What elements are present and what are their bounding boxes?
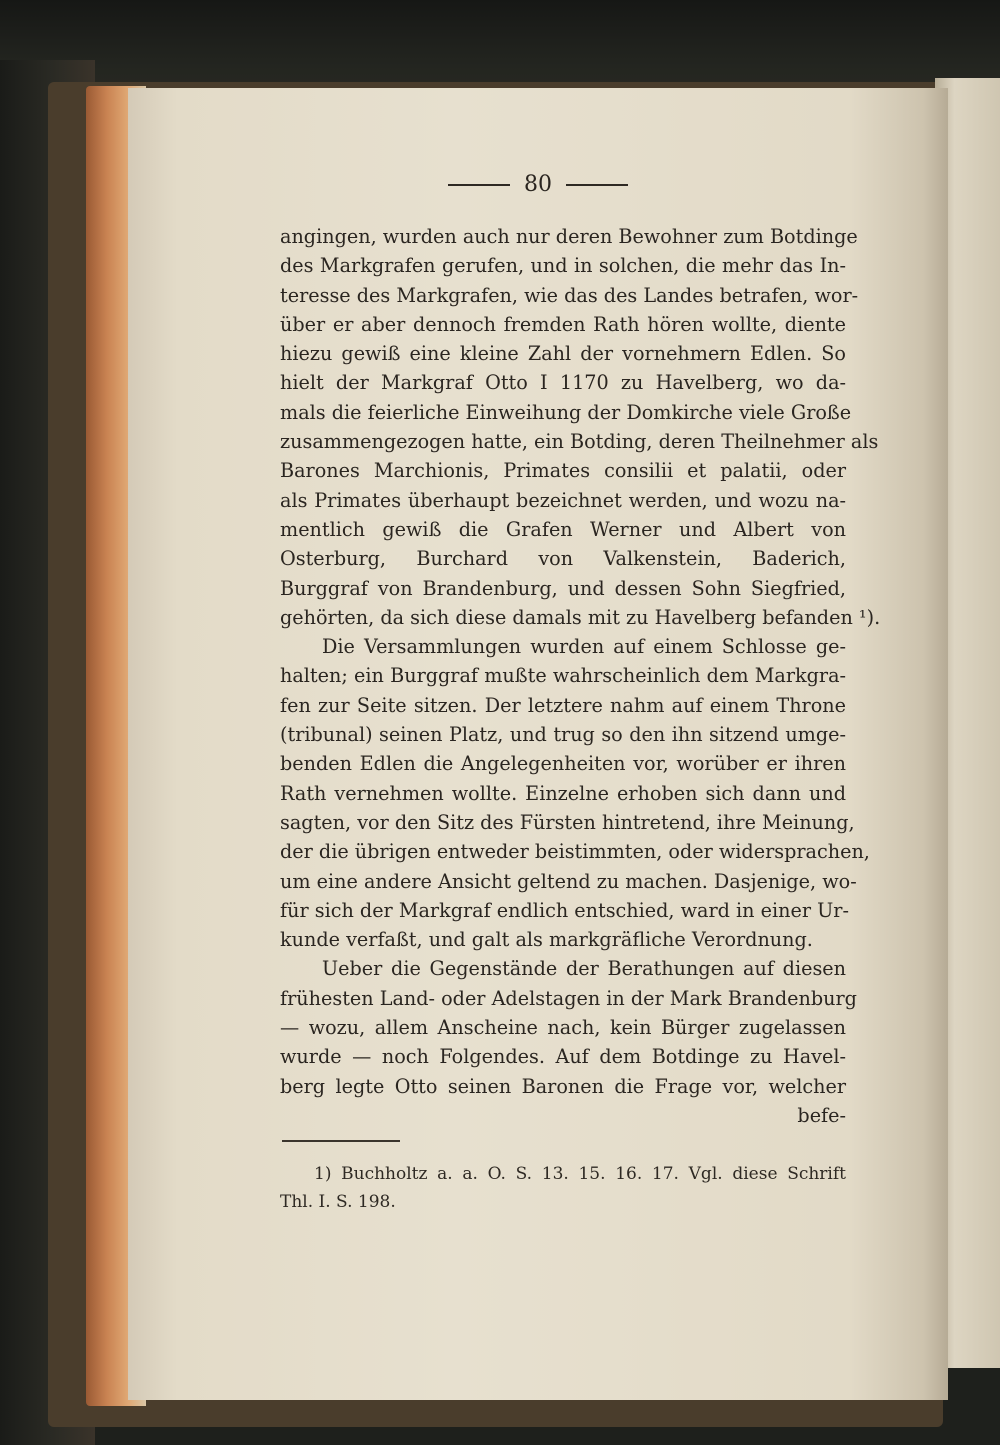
- body-text: [280, 222, 881, 1130]
- page-number: 80: [524, 172, 552, 197]
- header-rule-left: [448, 184, 510, 186]
- text-line: mentlich gewiß die Grafen Werner und Albert von: [280, 517, 846, 541]
- text-line: teresse des Markgrafen, wie das des Landes betrafen, wor-: [280, 283, 859, 307]
- text-line: frühesten Land- oder Adelstagen in der Mark Brandenburg: [280, 986, 857, 1010]
- text-line: benden Edlen die Angelegenheiten vor, worüber er ihren: [280, 752, 846, 776]
- text-line: gehörten, da sich diese damals mit zu Havelberg befanden ¹).: [280, 605, 881, 629]
- text-line: Barones Marchionis, Primates consilii et palatii, oder: [280, 459, 846, 483]
- text-line: Osterburg, Burchard von Valkenstein, Baderich,: [280, 547, 846, 571]
- text-line: über er aber dennoch fremden Rath hören wollte, diente: [280, 312, 846, 336]
- page-header: [128, 172, 948, 197]
- text-line: — wozu, allem Anscheine nach, kein Bürger zugelassen: [280, 1016, 846, 1040]
- text-line: sagten, vor den Sitz des Fürsten hintretend, ihre Meinung,: [280, 810, 855, 834]
- text-line: Ueber die Gegenstände der Berathungen auf diesen: [322, 957, 846, 981]
- text-line: angingen, wurden auch nur deren Bewohner zum Botdinge: [280, 225, 858, 248]
- text-line: hiezu gewiß eine kleine Zahl der vornehmern Edlen. So: [280, 342, 846, 366]
- text-line: berg legte Otto seinen Baronen die Frage vor, welcher: [280, 1074, 846, 1098]
- text-line: zusammengezogen hatte, ein Botding, deren Theilnehmer als: [280, 430, 879, 454]
- text-line: wurde — noch Folgendes. Auf dem Botdinge zu Havel-: [280, 1045, 846, 1069]
- text-line: Die Versammlungen wurden auf einem Schlosse ge-: [322, 635, 846, 659]
- text-line: für sich der Markgraf endlich entschied, ward in einer Ur-: [280, 898, 849, 922]
- text-line: Rath vernehmen wollte. Einzelne erhoben sich dann und: [280, 781, 846, 805]
- text-line: als Primates überhaupt bezeichnet werden, und wozu na-: [280, 488, 846, 512]
- header-rule-right: [566, 184, 628, 186]
- footnote-line: Thl. I. S. 198.: [280, 1192, 396, 1212]
- text-line: Burggraf von Brandenburg, und dessen Sohn Siegfried,: [280, 576, 846, 600]
- text-line: (tribunal) seinen Platz, und trug so den ihn sitzend umge-: [280, 723, 846, 747]
- footnote-rule: [282, 1140, 400, 1142]
- footnote-line: 1) Buchholtz a. a. O. S. 13. 15. 16. 17. Vgl. diese Schrift: [314, 1164, 846, 1184]
- text-line: des Markgrafen gerufen, und in solchen, die mehr das In-: [280, 254, 846, 278]
- text-line: der die übrigen entweder beistimmten, oder widersprachen,: [280, 840, 870, 864]
- text-line: hielt der Markgraf Otto I 1170 zu Havelberg, wo da-: [280, 371, 846, 395]
- text-line: mals die feierliche Einweihung der Domkirche viele Große: [280, 400, 852, 424]
- catchword: befe-: [797, 1103, 846, 1127]
- text-line: halten; ein Burggraf mußte wahrscheinlich dem Markgra-: [280, 664, 846, 688]
- footnotes: [280, 1160, 846, 1216]
- text-line: um eine andere Ansicht geltend zu machen. Dasjenige, wo-: [280, 869, 857, 893]
- text-line: fen zur Seite sitzen. Der letztere nahm auf einem Throne: [280, 693, 846, 717]
- text-line: kunde verfaßt, und galt als markgräfliche Verordnung.: [280, 928, 813, 952]
